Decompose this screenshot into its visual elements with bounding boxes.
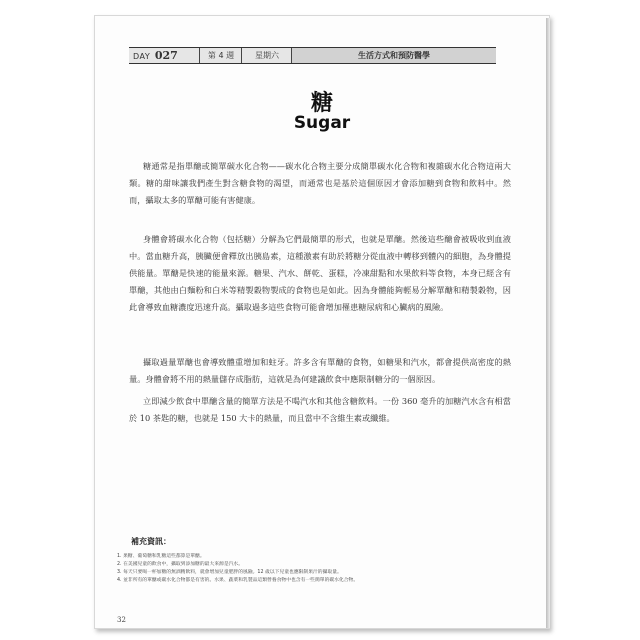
day-counter bbox=[133, 48, 193, 63]
page-subtitle: Sugar bbox=[293, 113, 351, 133]
week-label: 第 4 週 bbox=[199, 48, 242, 63]
page-number: 32 bbox=[117, 616, 126, 624]
note-item: 2. 在美國兒童的飲食中，攝取到添加糖的最大來源是汽水。 bbox=[117, 562, 244, 567]
weekday-label: 星期六 bbox=[241, 48, 292, 63]
page-title: 糖 bbox=[310, 91, 333, 116]
page-header bbox=[129, 47, 496, 64]
body-paragraph: 糖通常是指單醣或簡單碳水化合物——碳水化合物主要分成簡單碳水化合物和複雜碳水化合物這兩大類。糖的甜味讓我們產生對含糖食物的渴望，而通常也是基於這個原因才會添加糖到食物和飲料中。然而，攝取太多的單醣可能有害健康。 bbox=[129, 161, 511, 205]
topic-label: 生活方式和預防醫學 bbox=[291, 48, 496, 63]
notes-list bbox=[117, 553, 517, 585]
day-number: 027 bbox=[154, 49, 178, 62]
day-label: DAY bbox=[133, 52, 151, 61]
note-item: 3. 每天只要喝一杯加糖的無酒精飲料，就會增加兒童肥胖的風險。12 歲以下兒童也應限制果汁的攝取量。 bbox=[117, 570, 342, 575]
body-paragraph: 立即減少飲食中單醣含量的簡單方法是不喝汽水和其他含糖飲料。一份 360 毫升的加糖汽水含有相當於 10 茶匙的糖，也就是 150 大卡的熱量，而且當中不含維生素或纖維。 bbox=[129, 396, 511, 423]
note-item: 4. 並非所有的單醣或碳水化合物都是有害的。水果、蔬菜和乳製品這類營養食物中也含有一些簡單的碳水化合物。 bbox=[117, 578, 359, 583]
note-item: 1. 果糖、葡萄糖和乳糖這些都算是單醣。 bbox=[117, 554, 205, 559]
body-paragraph: 攝取過量單醣也會導致體重增加和蛀牙。許多含有單醣的食物，如糖果和汽水，都會提供高密度的熱量。身體會將不用的熱量儲存成脂肪，這就是為何建議飲食中應限制糖分的一個原因。 bbox=[129, 357, 511, 384]
book-spine-edge bbox=[546, 18, 550, 628]
notes-heading: 補充資訊： bbox=[131, 537, 171, 546]
book-page bbox=[94, 15, 550, 629]
body-paragraph: 身體會將碳水化合物（包括糖）分解為它們最簡單的形式，也就是單醣。然後這些醣會被吸收到血液中。當血糖升高，胰臟便會釋放出胰島素，這種激素有助於將糖分從血液中轉移到體內的細胞，為身體提供能量。單醣是快速的能量來源。糖果、汽水、餅乾、蛋糕，冷凍甜點和水果飲料等食物，本身已經含有單醣，其他由白麵粉和白米等精製穀物製成的食物也是如此。因為身體能夠輕易分解單醣和精製穀物，因此會導致血糖濃度迅速升高。攝取過多這些食物可能會增加罹患糖尿病和心臟病的風險。 bbox=[129, 234, 511, 312]
